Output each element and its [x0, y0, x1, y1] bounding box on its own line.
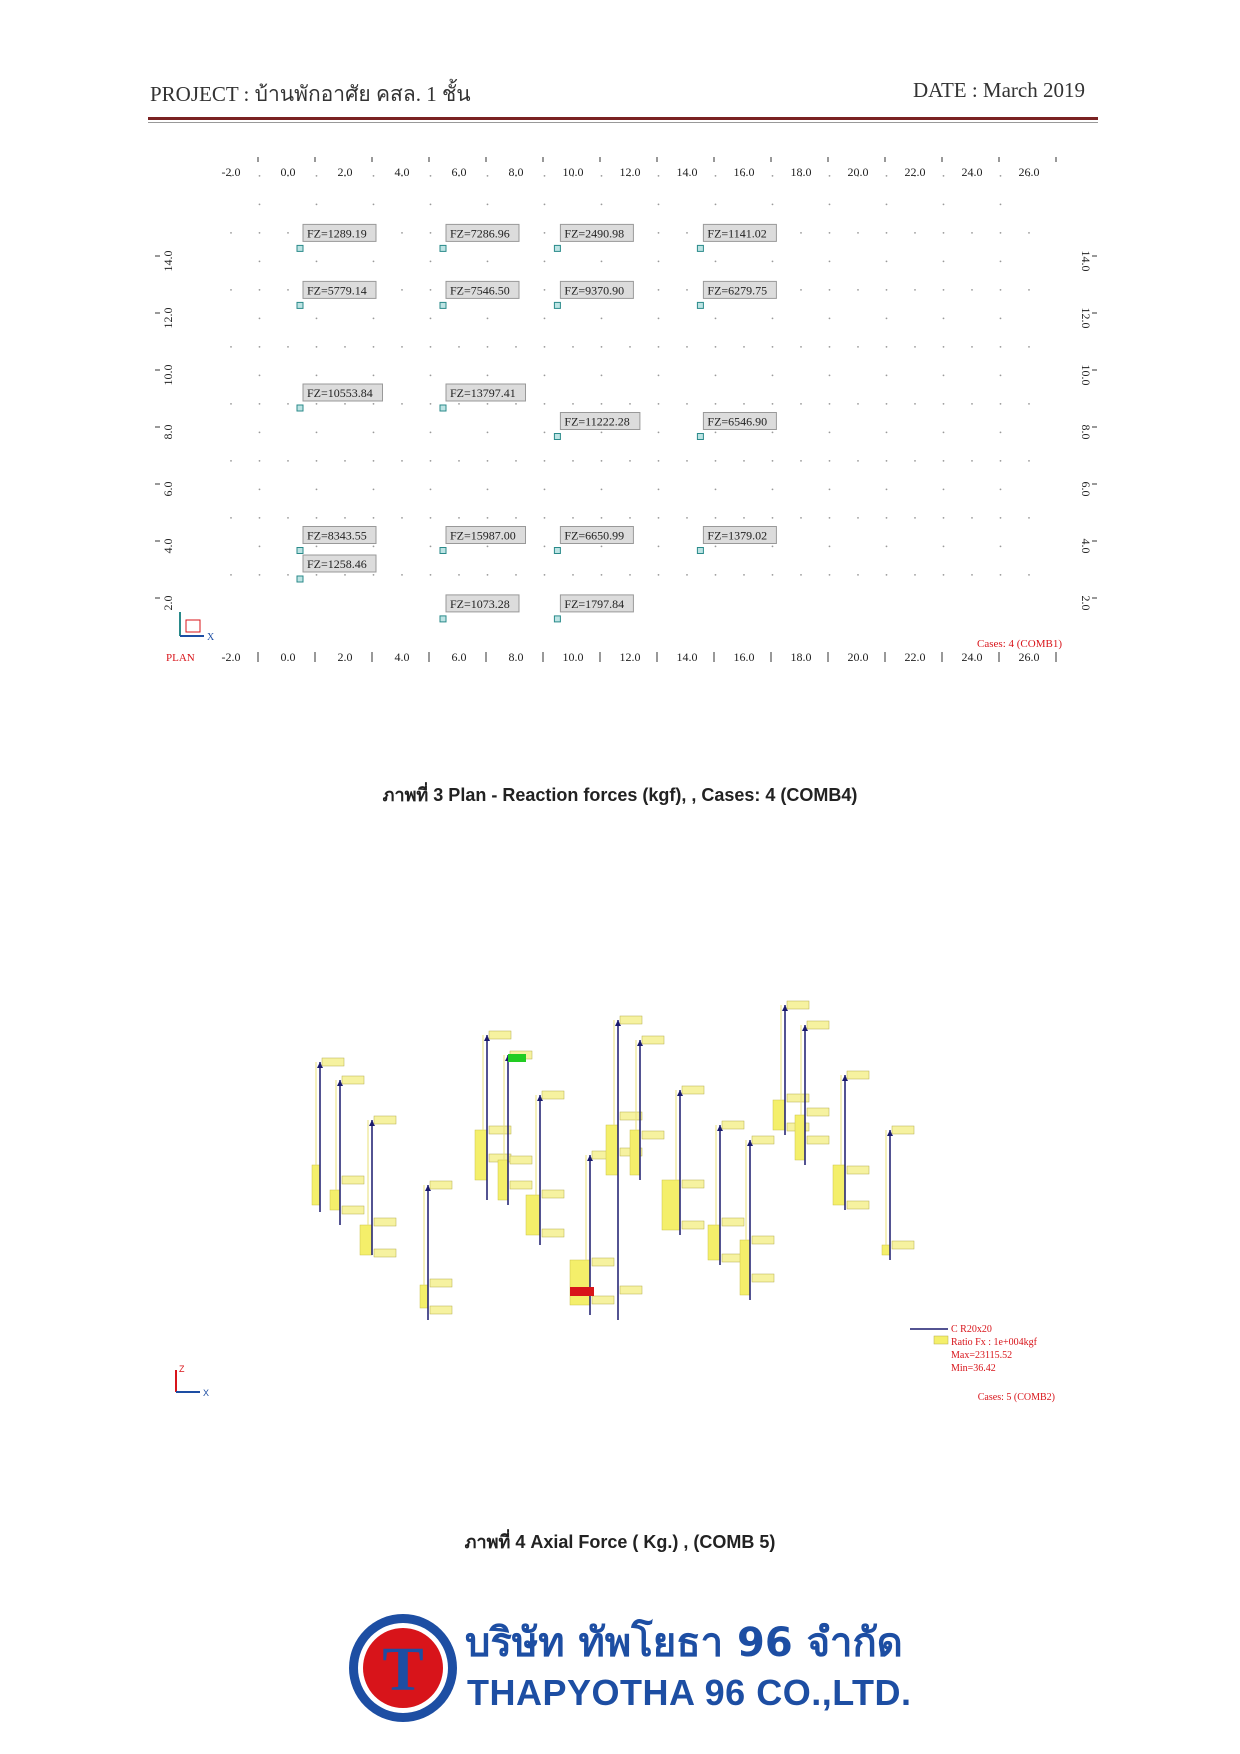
- force-value-tag: [489, 1031, 511, 1039]
- reaction-value: FZ=1258.46: [307, 557, 367, 571]
- x-tick-label-bottom: 22.0: [904, 650, 926, 664]
- force-value-tag: [510, 1181, 532, 1189]
- force-value-tag: [374, 1249, 396, 1257]
- x-tick-label-bottom: 10.0: [562, 650, 584, 664]
- company-emblem-icon: [345, 1610, 461, 1726]
- x-tick-label-bottom: 14.0: [676, 650, 698, 664]
- y-tick-label-right: 6.0: [1079, 481, 1093, 497]
- axial-force-fill: [312, 1165, 320, 1205]
- legend-ratio: Ratio Fx : 1e+004kgf: [951, 1337, 1037, 1348]
- force-value-tag: [847, 1166, 869, 1174]
- reaction-value: FZ=7546.50: [450, 283, 510, 298]
- axial-force-fill: [360, 1225, 372, 1255]
- reaction-value: FZ=1141.02: [707, 226, 767, 241]
- x-tick-label-top: 10.0: [562, 165, 584, 179]
- axial-force-fill: [708, 1225, 720, 1260]
- y-tick-label-left: 8.0: [161, 424, 175, 440]
- company-logo: [345, 1610, 912, 1730]
- reaction-value: FZ=13797.41: [450, 386, 516, 400]
- column-member: [833, 1071, 869, 1210]
- x-tick-label-top: 24.0: [961, 165, 983, 179]
- x-tick-label-top: 2.0: [337, 165, 353, 179]
- axial-force-fill: [882, 1245, 890, 1255]
- legend-cases: Cases: 5 (COMB2): [977, 1392, 1055, 1403]
- x-tick-label-top: 6.0: [451, 165, 467, 179]
- force-value-tag: [807, 1108, 829, 1116]
- column-member: [708, 1121, 744, 1265]
- company-name-thai: บริษัท ทัพโยธา 96 จำกัด: [465, 1620, 903, 1666]
- reaction-value: FZ=6546.90: [707, 414, 768, 429]
- column-member: [882, 1126, 914, 1260]
- reaction-value: FZ=7286.96: [450, 226, 510, 241]
- x-tick-label-top: 22.0: [904, 165, 926, 179]
- axial-force-fill: [475, 1130, 487, 1180]
- reaction-value: FZ=5779.14: [307, 283, 367, 298]
- axis-x-letter: X: [207, 632, 215, 643]
- force-value-tag: [592, 1258, 614, 1266]
- y-tick-label-right: 14.0: [1079, 250, 1093, 272]
- x-tick-label-top: 8.0: [508, 165, 524, 179]
- force-value-tag: [510, 1156, 532, 1164]
- document-date: DATE : March 2019: [912, 78, 1085, 102]
- x-tick-label-top: 26.0: [1018, 165, 1040, 179]
- legend-section: C R20x20: [951, 1324, 992, 1335]
- axial-force-fill: [662, 1180, 680, 1230]
- y-tick-label-left: 10.0: [161, 364, 175, 386]
- force-value-tag: [892, 1241, 914, 1249]
- x-tick-label-top: -2.0: [221, 165, 241, 179]
- min-force-highlight: [508, 1054, 526, 1062]
- force-value-tag: [642, 1036, 664, 1044]
- force-value-tag: [620, 1016, 642, 1024]
- column-member: [312, 1058, 344, 1212]
- force-value-tag: [682, 1086, 704, 1094]
- y-tick-label-left: 4.0: [161, 538, 175, 554]
- y-tick-label-left: 2.0: [161, 595, 175, 611]
- x-tick-label-bottom: 0.0: [280, 650, 296, 664]
- x-tick-label-bottom: 20.0: [847, 650, 869, 664]
- axial-force-fill: [330, 1190, 340, 1210]
- column-member: [360, 1116, 396, 1257]
- y-tick-label-right: 12.0: [1079, 307, 1093, 329]
- column-member: [420, 1181, 452, 1320]
- reaction-value: FZ=11222.28: [564, 414, 630, 429]
- force-value-tag: [430, 1181, 452, 1189]
- force-value-tag: [592, 1296, 614, 1304]
- force-value-tag: [342, 1206, 364, 1214]
- reaction-value: FZ=1379.02: [707, 528, 768, 543]
- force-value-tag: [542, 1091, 564, 1099]
- x-tick-label-bottom: 4.0: [394, 650, 410, 664]
- axial-force-fill: [570, 1260, 590, 1305]
- force-value-tag: [342, 1076, 364, 1084]
- y-tick-label-right: 10.0: [1079, 364, 1093, 386]
- x-tick-label-top: 14.0: [676, 165, 698, 179]
- column-member: [330, 1076, 364, 1225]
- axis-z-letter: Z: [179, 1364, 185, 1374]
- y-tick-label-left: 14.0: [161, 250, 175, 272]
- axial-force-fill: [606, 1125, 618, 1175]
- axial-force-fill: [420, 1285, 428, 1308]
- x-tick-label-top: 12.0: [619, 165, 641, 179]
- reaction-value: FZ=1797.84: [564, 596, 625, 611]
- force-value-tag: [620, 1286, 642, 1294]
- column-member: [526, 1091, 564, 1245]
- y-tick-label-left: 12.0: [161, 307, 175, 329]
- y-tick-label-left: 6.0: [161, 481, 175, 497]
- force-value-tag: [847, 1071, 869, 1079]
- x-tick-label-top: 0.0: [280, 165, 296, 179]
- x-tick-label-bottom: 18.0: [790, 650, 812, 664]
- force-value-tag: [642, 1131, 664, 1139]
- column-member: [795, 1021, 829, 1165]
- force-value-tag: [542, 1190, 564, 1198]
- reaction-value: FZ=10553.84: [307, 386, 373, 400]
- x-tick-label-bottom: 24.0: [961, 650, 983, 664]
- force-value-tag: [752, 1236, 774, 1244]
- axial-force-fill: [498, 1160, 508, 1200]
- y-tick-label-right: 8.0: [1079, 424, 1093, 440]
- legend-diagram-swatch: [934, 1336, 948, 1344]
- force-value-tag: [682, 1180, 704, 1188]
- force-value-tag: [752, 1136, 774, 1144]
- force-value-tag: [374, 1116, 396, 1124]
- force-value-tag: [542, 1229, 564, 1237]
- reaction-value: FZ=1073.28: [450, 596, 510, 611]
- y-tick-label-right: 4.0: [1079, 538, 1093, 554]
- y-tick-label-right: 2.0: [1079, 595, 1093, 611]
- force-value-tag: [430, 1279, 452, 1287]
- force-value-tag: [682, 1221, 704, 1229]
- x-tick-label-top: 18.0: [790, 165, 812, 179]
- x-tick-label-bottom: 6.0: [451, 650, 467, 664]
- axial-force-fill: [773, 1100, 785, 1130]
- legend-max: Max=23115.52: [951, 1350, 1013, 1361]
- x-tick-label-bottom: 2.0: [337, 650, 353, 664]
- force-value-tag: [807, 1021, 829, 1029]
- force-value-tag: [787, 1001, 809, 1009]
- reaction-value: FZ=9370.90: [564, 283, 625, 298]
- axial-force-fill: [526, 1195, 540, 1235]
- force-value-tag: [620, 1112, 642, 1120]
- figure-4-caption: ภาพที่ 4 Axial Force ( Kg.) , (COMB 5): [464, 1532, 776, 1552]
- project-title: PROJECT : บ้านพักอาศัย คสล. 1 ชั้น: [150, 82, 471, 106]
- plan-label: PLAN: [166, 652, 195, 664]
- x-tick-label-bottom: -2.0: [221, 650, 241, 664]
- reaction-value: FZ=8343.55: [307, 528, 367, 543]
- column-member: [662, 1086, 704, 1235]
- force-value-tag: [430, 1306, 452, 1314]
- reaction-value: FZ=2490.98: [564, 226, 625, 241]
- reaction-value: FZ=6650.99: [564, 528, 625, 543]
- x-tick-label-bottom: 8.0: [508, 650, 524, 664]
- force-value-tag: [722, 1121, 744, 1129]
- force-value-tag: [374, 1218, 396, 1226]
- axial-force-fill: [740, 1240, 750, 1295]
- x-tick-label-top: 20.0: [847, 165, 869, 179]
- figure-3-caption: ภาพที่ 3 Plan - Reaction forces (kgf), , Cases: 4 (COMB4): [382, 785, 858, 805]
- x-tick-label-bottom: 26.0: [1018, 650, 1040, 664]
- axial-force-fill: [833, 1165, 845, 1205]
- svg-text:T: T: [382, 1636, 424, 1704]
- force-value-tag: [807, 1136, 829, 1144]
- reaction-value: FZ=15987.00: [450, 528, 516, 543]
- force-value-tag: [847, 1201, 869, 1209]
- axial-force-fill: [630, 1130, 640, 1175]
- x-tick-label-top: 4.0: [394, 165, 410, 179]
- force-value-tag: [892, 1126, 914, 1134]
- force-value-tag: [322, 1058, 344, 1066]
- cases-label: Cases: 4 (COMB1): [977, 638, 1062, 650]
- axial-force-fill: [795, 1115, 805, 1160]
- x-tick-label-bottom: 12.0: [619, 650, 641, 664]
- legend-min: Min=36.42: [951, 1363, 996, 1374]
- company-name-english: THAPYOTHA 96 CO.,LTD.: [467, 1672, 912, 1713]
- column-member: [630, 1036, 664, 1180]
- column-member: [740, 1136, 774, 1300]
- force-value-tag: [752, 1274, 774, 1282]
- x-tick-label-bottom: 16.0: [733, 650, 755, 664]
- x-tick-label-top: 16.0: [733, 165, 755, 179]
- reaction-value: FZ=6279.75: [707, 283, 768, 298]
- max-force-highlight: [570, 1287, 594, 1296]
- force-value-tag: [342, 1176, 364, 1184]
- force-value-tag: [722, 1218, 744, 1226]
- axis-x-letter: X: [203, 1388, 210, 1398]
- reaction-value: FZ=1289.19: [307, 226, 367, 241]
